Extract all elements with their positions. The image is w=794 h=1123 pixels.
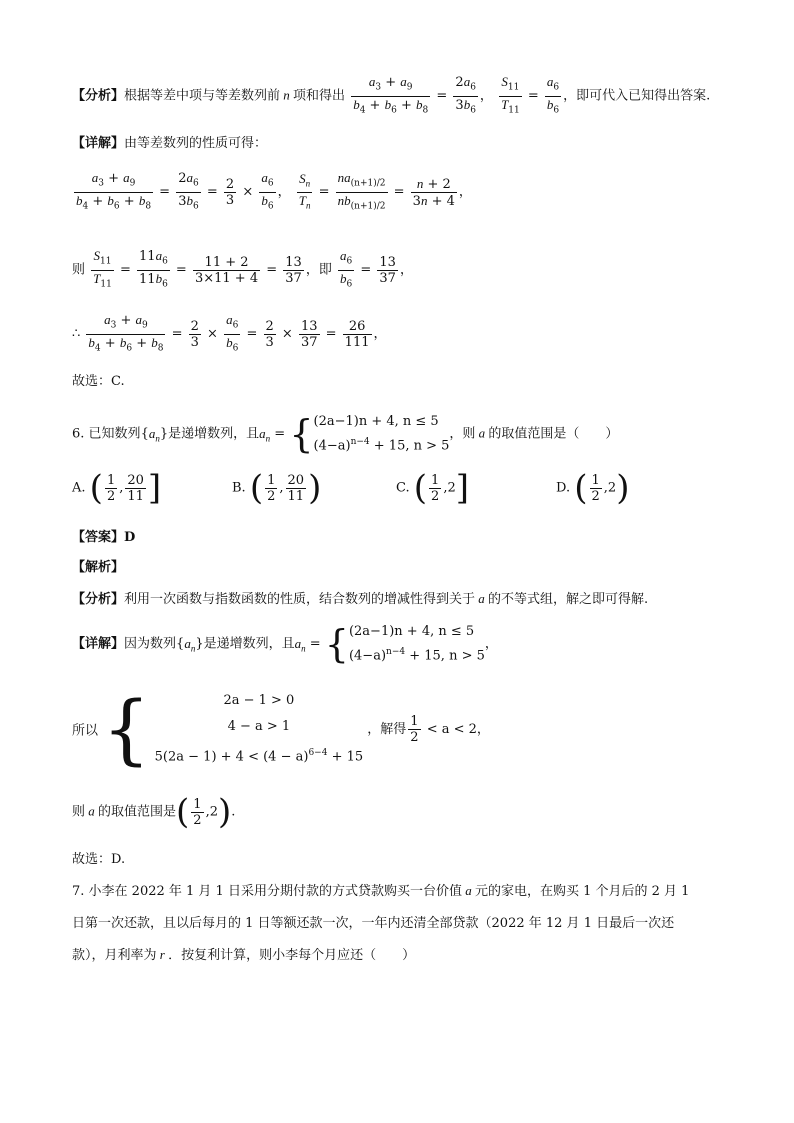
- analysis-text: ，即可代入已知得出答案.: [563, 88, 711, 104]
- then-label: 则: [72, 262, 86, 278]
- jiexi-line: 【解析】: [72, 560, 125, 575]
- option-c: C. ( $\frac{1}{2}$ ,2]: [396, 468, 469, 508]
- question-6: 6. 已知数列$\{a_n\}$是递增数列，且$a_n$ = { (2a−1)n + 4, n ≤ 5 $(4-a)^{n-4} + 15$, n > 5 ，则 a 的取值范围是（ ）: [72, 412, 619, 457]
- case-2-exponent: n−4: [386, 647, 406, 657]
- therefore-symbol: ∴: [72, 326, 81, 342]
- question-7-line-2: 日第一次还款，且以后每月的 1 日等额还款一次，一年内还清全部贷款（2022 年 12 月 1 日最后一次还: [72, 916, 675, 931]
- option-value: 2: [447, 480, 456, 496]
- detail-line-1: [72, 132, 267, 151]
- range-end: .: [231, 804, 236, 820]
- detail-text: 因为数列: [124, 636, 177, 652]
- formula-fraction: $\frac{2a_6}{3b_6}$: [455, 74, 476, 116]
- open-bracket: (: [574, 468, 588, 508]
- frac-den: 11: [127, 488, 144, 504]
- analysis-line-2: 【分析】利用一次函数与指数函数的性质，结合数列的增减性得到关于 a 的不等式组，解之即可得解.: [72, 591, 649, 607]
- close-bracket: ): [308, 468, 322, 508]
- case-2: (4−a): [313, 438, 351, 454]
- inequality-1: 2a − 1 > 0: [223, 693, 295, 708]
- question-text: 款），月利率为: [72, 948, 157, 963]
- answer-choice-1: 故选：C.: [72, 374, 125, 389]
- frac-num: 1: [267, 472, 276, 488]
- option-label: C.: [396, 480, 410, 496]
- range-text: 的取值范围是: [98, 804, 177, 820]
- formula-fraction: $\frac{S_{11}}{T_{11}}$: [501, 74, 520, 116]
- detail-text: 由等差数列的性质可得：: [124, 136, 268, 151]
- question-text: ，则: [449, 426, 476, 442]
- equation-row-3: ∴ $\frac{a_3 + a_9}{b_4 + b_6 + b_8}$ = $\frac{2}{3}$ × $\frac{a_6}{b_6}$ = $\frac{2}{3}$ × $\frac{13}{37}$ = $\frac{26}{111}$ ，: [72, 312, 387, 354]
- option-label: A.: [72, 480, 86, 496]
- analysis-text: 的不等式组，解之即可得解.: [488, 592, 649, 607]
- question-7-line-3: 款），月利率为 r ．按复利计算，则小李每个月应还（ ）: [72, 947, 416, 963]
- case-1: (2a−1)n + 4, n ≤ 5: [348, 624, 475, 639]
- open-bracket: (: [413, 468, 428, 508]
- case-2: (4−a): [348, 648, 387, 664]
- detail-line-2: 【详解】因为数列$\{a_n\}$是递增数列，且$a_n$ = { (2a−1)n + 4, n ≤ 5 $(4-a)^{n-4} + 15$, n > 5 ，: [72, 622, 498, 667]
- analysis-line-1: 【分析】根据等差中项与等差数列前 n 项和得出 $\frac{a_3 + a_9}{b_4 + b_6 + b_8}$ = $\frac{2a_6}{3b_6}$ ， $\frac{S_{11}}{T_{11}}$ = $\frac{a_6}{b_6}$ ，即可代入已知得出答案.: [72, 74, 710, 118]
- inequality-3-tail: + 15: [327, 749, 364, 765]
- question-7-line-1: 7. 小李在 2022 年 1 月 1 日采用分期付款的方式贷款购买一台价值 a 元的家电，在购买 1 个月后的 2 月 1: [72, 883, 690, 899]
- formula-fraction: $\frac{a_6}{b_6}$: [546, 74, 560, 116]
- analysis-text: 根据等差中项与等差数列前: [124, 88, 281, 104]
- option-a: A. ( $\frac{1}{2}$ , $\frac{20}{11}$ ]: [72, 468, 162, 508]
- frac-num: 1: [431, 472, 440, 488]
- option-label: D.: [556, 480, 571, 496]
- option-b: B. ( $\frac{1}{2}$ , $\frac{20}{11}$ ): [232, 468, 322, 508]
- analysis-tag: 【分析】: [72, 88, 125, 104]
- question-text: 元的家电，在购买 1 个月后的 2 月 1: [474, 884, 690, 899]
- frac-num: 1: [106, 472, 116, 488]
- close-bracket: ]: [455, 468, 469, 508]
- then-mid: ，即: [305, 262, 332, 278]
- analysis-text: 利用一次函数与指数函数的性质，结合数列的增减性得到关于: [124, 592, 476, 607]
- question-text: 的取值范围是（ ）: [488, 426, 619, 442]
- question-text: ．按复利计算，则小李每个月应还（ ）: [168, 948, 416, 963]
- frac-num: 20: [287, 472, 305, 488]
- question-text: 7. 小李在 2022 年 1 月 1 日采用分期付款的方式贷款购买一台价值: [72, 884, 462, 899]
- question-text: 已知数列: [88, 426, 141, 442]
- solution-inequality: < a < 2，: [422, 721, 490, 737]
- frac-num: 20: [127, 472, 144, 488]
- frac-den: 2: [267, 488, 276, 504]
- close-bracket: ): [616, 468, 630, 508]
- analysis-text: 项和得出: [293, 88, 346, 104]
- option-d: D. ( $\frac{1}{2}$ ,2): [556, 468, 630, 508]
- so-label: 所以: [72, 723, 99, 739]
- case-2-tail: + 15, n > 5: [369, 438, 450, 454]
- frac-den: 2: [591, 488, 600, 504]
- inequality-2: 4 − a > 1: [227, 719, 291, 734]
- case-2-tail: + 15, n > 5: [405, 648, 485, 664]
- detail-tag: 【详解】: [72, 636, 125, 652]
- inequality-3-exponent: 6−4: [308, 748, 328, 758]
- close-bracket: ]: [147, 468, 162, 508]
- frac-den: 2: [106, 488, 116, 504]
- range-line: 则 a 的取值范围是( $\frac{1}{2}$ ,2).: [72, 792, 236, 832]
- frac-den: 2: [431, 488, 440, 504]
- option-label: B.: [232, 480, 246, 496]
- case-2-exponent: n−4: [350, 437, 370, 447]
- equation-row-2: 则 $\frac{S_{11}}{T_{11}}$ = $\frac{11a_6}{11b_6}$ = $\frac{11 + 2}{3\times 11 + 4}$ = $\frac{13}{37}$ ，即 $\frac{a_6}{b_6}$ = $\frac{13}{37}$ ，: [72, 248, 413, 290]
- question-text: 是递增数列，且: [168, 426, 260, 442]
- open-bracket: (: [89, 468, 103, 508]
- solve-text: ，解得: [367, 721, 407, 737]
- answer-line: 【答案】D: [72, 530, 136, 545]
- case-1: (2a−1)n + 4, n ≤ 5: [313, 414, 439, 429]
- open-bracket: (: [249, 468, 264, 508]
- frac-den: 11: [287, 488, 305, 504]
- inequality-system: 所以 { 2a − 1 > 0 4 − a > 1 $5(2a - 1) + 4 < (4 - a)^{6-4} + 15$ ，解得 $\frac{1}{2}$ < a < 2，: [72, 684, 490, 774]
- inequality-3: 5(2a − 1) + 4 < (4 − a): [154, 749, 309, 765]
- piecewise-definition: [314, 412, 450, 456]
- detail-text: 是递增数列，且: [203, 636, 295, 652]
- answer-choice-2: 故选：D.: [72, 852, 126, 867]
- option-value: 2: [607, 480, 617, 496]
- detail-tag: 【详解】: [72, 136, 125, 151]
- question-number: 6.: [72, 426, 85, 442]
- frac-num: 1: [591, 472, 600, 488]
- analysis-tag: 【分析】: [72, 592, 125, 607]
- formula-fraction: $\frac{a_3 + a_9}{b_4 + b_6 + b_8}$: [353, 74, 429, 116]
- equation-row-1: $\frac{a_3 + a_9}{b_4 + b_6 + b_8}$ = $\frac{2a_6}{3b_6}$ = $\frac{2}{3}$ × $\frac{a_6}{b_6}$ ， $\frac{S_n}{T_n}$ = $\frac{na_{(n+1)/2}}{nb_{(n+1)/2}}$ = $\frac{n + 2}{3n + 4}$ ，: [76, 170, 472, 212]
- range-prefix: 则: [72, 804, 86, 820]
